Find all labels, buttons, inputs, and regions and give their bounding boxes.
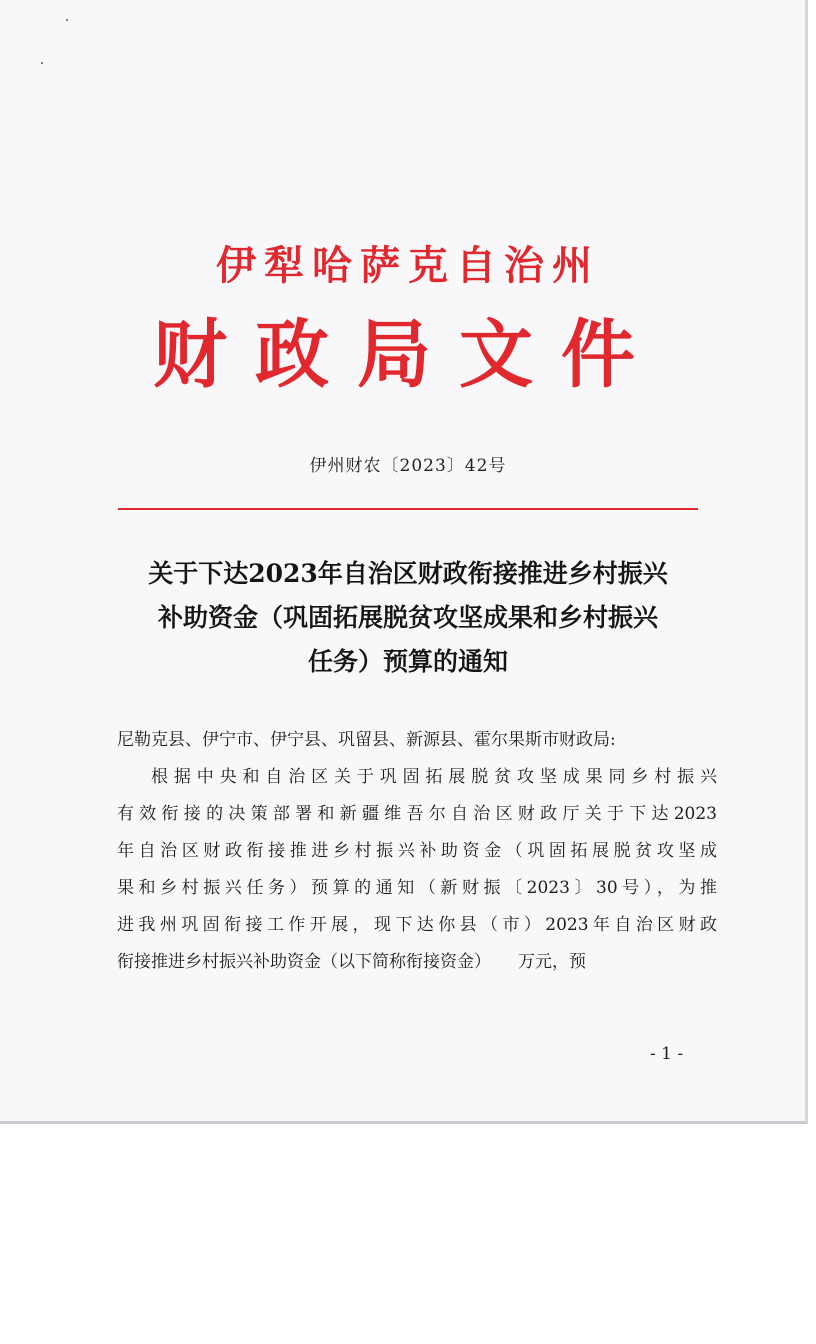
body-text-line: 衔接推进乡村振兴补助资金（以下简称衔接资金） 万元，预 <box>117 952 587 972</box>
title-line: 补助资金（巩固拓展脱贫攻坚成果和乡村振兴 <box>157 603 658 632</box>
body-text-line: 根据中央和自治区关于巩固拓展脱贫攻坚成果同乡村振兴 <box>151 767 717 787</box>
title-line: 任务）预算的通知 <box>307 647 508 676</box>
body-text-line: 果和乡村振兴任务）预算的通知（新财振〔2023〕30号），为推 <box>117 878 717 898</box>
scan-speck <box>66 19 68 21</box>
page-number: - 1 - <box>650 1044 684 1064</box>
body-text-line: 年自治区财政衔接推进乡村振兴补助资金（巩固拓展脱贫攻坚成 <box>117 841 717 861</box>
document-title <box>100 552 716 684</box>
title-line: 关于下达2023年自治区财政衔接推进乡村振兴 <box>148 559 668 588</box>
document-type-heading: 财政局文件 <box>153 312 663 398</box>
addressee: 尼勒克县、伊宁市、伊宁县、巩留县、新源县、霍尔果斯市财政局: <box>117 730 616 750</box>
issuing-organization: 伊犁哈萨克自治州 <box>216 242 600 289</box>
scan-speck <box>41 62 43 64</box>
document-body <box>117 722 717 981</box>
document-number: 伊州财农〔2023〕42号 <box>309 456 507 476</box>
red-divider-line <box>118 508 698 510</box>
body-text-line: 有效衔接的决策部署和新疆维吾尔自治区财政厅关于下达2023 <box>117 804 717 824</box>
body-text-line: 进我州巩固衔接工作开展，现下达你县（市）2023年自治区财政 <box>117 915 717 935</box>
